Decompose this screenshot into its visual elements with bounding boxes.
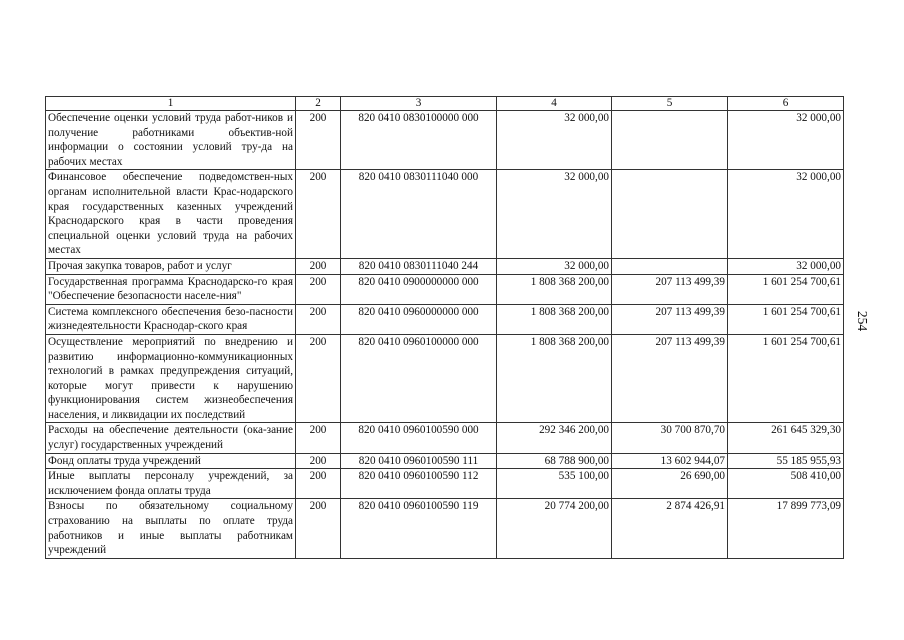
table-row <box>46 170 844 259</box>
table-row <box>46 258 844 274</box>
column-header: 5 <box>612 97 728 111</box>
row-col5-cell: 207 113 499,39 <box>612 304 728 334</box>
row-code-cell: 200 <box>296 499 341 558</box>
column-header: 4 <box>497 97 612 111</box>
row-col6-cell: 32 000,00 <box>728 258 844 274</box>
row-classification-cell: 820 0410 0960100590 119 <box>341 499 497 558</box>
row-col6-cell: 1 601 254 700,61 <box>728 304 844 334</box>
row-col6-cell: 32 000,00 <box>728 170 844 259</box>
row-code-cell: 200 <box>296 453 341 469</box>
row-col4-cell: 20 774 200,00 <box>497 499 612 558</box>
column-header: 3 <box>341 97 497 111</box>
column-header: 2 <box>296 97 341 111</box>
row-col4-cell: 1 808 368 200,00 <box>497 334 612 423</box>
row-name-cell: Фонд оплаты труда учреждений <box>46 453 296 469</box>
table-row <box>46 334 844 423</box>
column-header: 6 <box>728 97 844 111</box>
row-code-cell: 200 <box>296 423 341 453</box>
row-code-cell: 200 <box>296 258 341 274</box>
row-classification-cell: 820 0410 0960100590 000 <box>341 423 497 453</box>
row-col6-cell: 17 899 773,09 <box>728 499 844 558</box>
row-name-cell: Осуществление мероприятий по внедрению и развитию информационно-коммуникационных технологий в рамках предупреждения ситуаций, которые могут привести к нарушению функционирования систем жизнеобеспечения населения, и ликвидации их последствий <box>46 334 296 423</box>
table-row <box>46 453 844 469</box>
row-name-cell: Взносы по обязательному социальному страхованию на выплаты по оплате труда работников и иные выплаты работникам учреждений <box>46 499 296 558</box>
row-col5-cell: 30 700 870,70 <box>612 423 728 453</box>
row-name-cell: Расходы на обеспечение деятельности (ока-зание услуг) государственных учреждений <box>46 423 296 453</box>
table-header-row <box>46 97 844 111</box>
row-code-cell: 200 <box>296 274 341 304</box>
row-col5-cell: 26 690,00 <box>612 469 728 499</box>
row-name-cell: Финансовое обеспечение подведомствен-ных органам исполнительной власти Крас-нодарского края государственных казенных учреждений Краснодарского края в части проведения специальной оценки условий труда на рабочих местах <box>46 170 296 259</box>
row-col6-cell: 1 601 254 700,61 <box>728 334 844 423</box>
row-col6-cell: 55 185 955,93 <box>728 453 844 469</box>
row-col4-cell: 535 100,00 <box>497 469 612 499</box>
row-col6-cell: 508 410,00 <box>728 469 844 499</box>
row-name-cell: Прочая закупка товаров, работ и услуг <box>46 258 296 274</box>
row-col4-cell: 32 000,00 <box>497 258 612 274</box>
row-col4-cell: 1 808 368 200,00 <box>497 274 612 304</box>
table-row <box>46 274 844 304</box>
row-name-cell: Государственная программа Краснодарско-го края "Обеспечение безопасности населе-ния" <box>46 274 296 304</box>
row-col5-cell <box>612 170 728 259</box>
row-col4-cell: 32 000,00 <box>497 170 612 259</box>
row-classification-cell: 820 0410 0960100590 112 <box>341 469 497 499</box>
row-code-cell: 200 <box>296 334 341 423</box>
row-col5-cell <box>612 258 728 274</box>
row-classification-cell: 820 0410 0960100000 000 <box>341 334 497 423</box>
row-classification-cell: 820 0410 0900000000 000 <box>341 274 497 304</box>
page-number: 254 <box>855 310 870 332</box>
row-code-cell: 200 <box>296 304 341 334</box>
row-col4-cell: 1 808 368 200,00 <box>497 304 612 334</box>
row-col6-cell: 32 000,00 <box>728 111 844 170</box>
row-col5-cell: 13 602 944,07 <box>612 453 728 469</box>
row-col5-cell: 207 113 499,39 <box>612 274 728 304</box>
row-col5-cell: 2 874 426,91 <box>612 499 728 558</box>
row-code-cell: 200 <box>296 111 341 170</box>
row-name-cell: Система комплексного обеспечения безо-пасности жизнедеятельности Краснодар-ского края <box>46 304 296 334</box>
table-row <box>46 469 844 499</box>
row-name-cell: Иные выплаты персоналу учреждений, за исключением фонда оплаты труда <box>46 469 296 499</box>
table-row <box>46 499 844 558</box>
row-name-cell: Обеспечение оценки условий труда работ-ников и получение работниками объектив-ной информации о состоянии условий тру-да на рабочих местах <box>46 111 296 170</box>
row-classification-cell: 820 0410 0830111040 000 <box>341 170 497 259</box>
row-code-cell: 200 <box>296 469 341 499</box>
table-row <box>46 304 844 334</box>
budget-table <box>45 96 844 559</box>
row-col6-cell: 1 601 254 700,61 <box>728 274 844 304</box>
row-classification-cell: 820 0410 0960100590 111 <box>341 453 497 469</box>
row-col4-cell: 32 000,00 <box>497 111 612 170</box>
table-row <box>46 423 844 453</box>
row-classification-cell: 820 0410 0960000000 000 <box>341 304 497 334</box>
row-col4-cell: 68 788 900,00 <box>497 453 612 469</box>
row-code-cell: 200 <box>296 170 341 259</box>
table-row <box>46 111 844 170</box>
row-col4-cell: 292 346 200,00 <box>497 423 612 453</box>
row-col6-cell: 261 645 329,30 <box>728 423 844 453</box>
column-header: 1 <box>46 97 296 111</box>
row-col5-cell: 207 113 499,39 <box>612 334 728 423</box>
row-col5-cell <box>612 111 728 170</box>
row-classification-cell: 820 0410 0830100000 000 <box>341 111 497 170</box>
row-classification-cell: 820 0410 0830111040 244 <box>341 258 497 274</box>
